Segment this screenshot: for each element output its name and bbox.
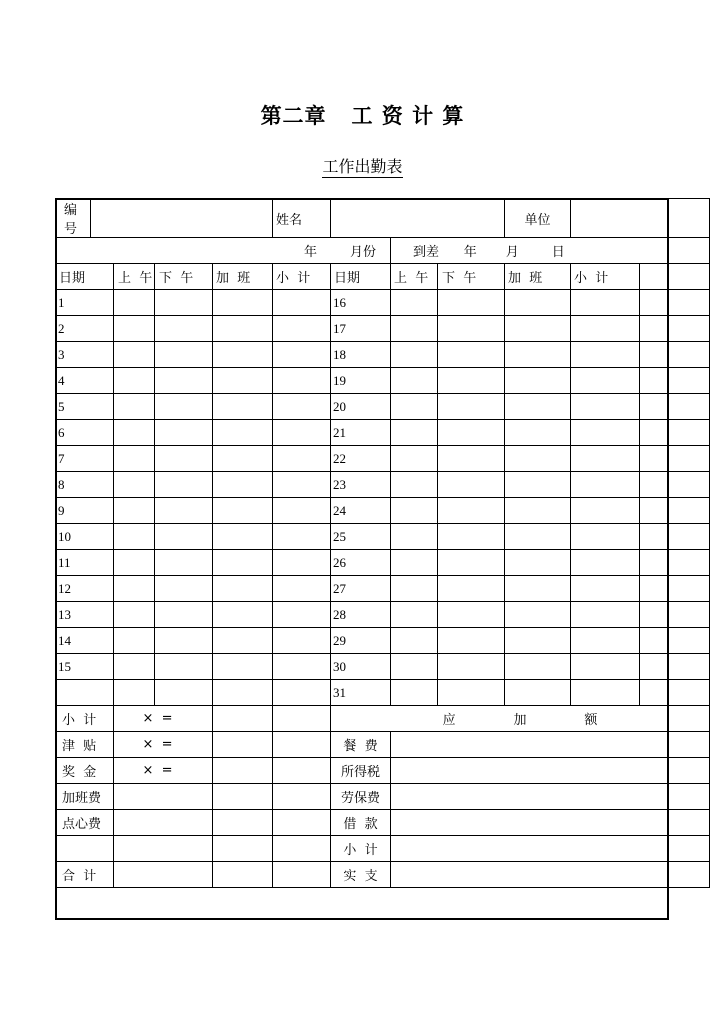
overtime-cell[interactable] <box>213 420 273 446</box>
day-number: 3 <box>56 342 114 368</box>
extra-cell[interactable] <box>640 654 710 680</box>
subtotal-cell[interactable] <box>273 472 331 498</box>
day-number: 18 <box>331 342 391 368</box>
deduction-label: 实 支 <box>331 862 391 888</box>
day-number: 27 <box>331 576 391 602</box>
pm-cell[interactable] <box>155 472 213 498</box>
col-overtime-2: 加 班 <box>505 264 571 290</box>
table-row <box>56 290 710 316</box>
extra-cell[interactable] <box>640 446 710 472</box>
summary-value-2[interactable] <box>273 784 331 810</box>
pm-cell[interactable] <box>438 368 505 394</box>
pm-cell[interactable] <box>438 550 505 576</box>
pm-cell[interactable] <box>438 342 505 368</box>
summary-row <box>56 758 710 784</box>
col-overtime: 加 班 <box>213 264 273 290</box>
table-row <box>56 316 710 342</box>
am-cell[interactable] <box>391 368 438 394</box>
deduction-label: 劳保费 <box>331 784 391 810</box>
col-blank-2 <box>640 264 710 290</box>
overtime-cell[interactable] <box>213 654 273 680</box>
day-number: 1 <box>56 290 114 316</box>
summary-row <box>56 810 710 836</box>
overtime-cell[interactable] <box>505 446 571 472</box>
col-date-2: 日期 <box>331 264 391 290</box>
deduction-label: 餐 费 <box>331 732 391 758</box>
pm-cell[interactable] <box>155 342 213 368</box>
am-cell[interactable] <box>391 394 438 420</box>
am-cell[interactable] <box>391 550 438 576</box>
pm-cell[interactable] <box>155 368 213 394</box>
unit-field[interactable] <box>571 199 710 238</box>
overtime-cell[interactable] <box>505 394 571 420</box>
day-number: 6 <box>56 420 114 446</box>
overtime-cell[interactable] <box>213 680 273 706</box>
col-pm: 下 午 <box>155 264 213 290</box>
summary-label: 点心费 <box>56 810 114 836</box>
day-number: 8 <box>56 472 114 498</box>
extra-cell[interactable] <box>640 316 710 342</box>
overtime-cell[interactable] <box>213 446 273 472</box>
table-row <box>56 368 710 394</box>
deduction-value[interactable] <box>391 862 710 888</box>
table-row <box>56 654 710 680</box>
overtime-cell[interactable] <box>505 576 571 602</box>
am-cell[interactable] <box>391 498 438 524</box>
subtotal-cell[interactable] <box>273 654 331 680</box>
am-cell[interactable] <box>114 446 155 472</box>
overtime-cell[interactable] <box>505 680 571 706</box>
day-number: 26 <box>331 550 391 576</box>
extra-cell[interactable] <box>640 342 710 368</box>
subtotal-cell[interactable] <box>571 290 640 316</box>
form-subtitle <box>0 154 725 177</box>
am-cell[interactable] <box>391 316 438 342</box>
subtotal-cell[interactable] <box>571 420 640 446</box>
col-am-2: 上 午 <box>391 264 438 290</box>
deduction-label: 借 款 <box>331 810 391 836</box>
day-number: 20 <box>331 394 391 420</box>
overtime-cell[interactable] <box>213 576 273 602</box>
deduction-value[interactable] <box>391 758 710 784</box>
am-cell[interactable] <box>114 524 155 550</box>
day-number: 24 <box>331 498 391 524</box>
subtotal-cell[interactable] <box>273 368 331 394</box>
overtime-cell[interactable] <box>505 654 571 680</box>
day-number: 15 <box>56 654 114 680</box>
pm-cell[interactable] <box>438 654 505 680</box>
extra-cell[interactable] <box>640 290 710 316</box>
am-cell[interactable] <box>114 576 155 602</box>
col-subtotal: 小 计 <box>273 264 331 290</box>
subtotal-cell[interactable] <box>571 602 640 628</box>
overtime-cell[interactable] <box>213 602 273 628</box>
summary-value[interactable] <box>213 758 273 784</box>
am-cell[interactable] <box>391 446 438 472</box>
am-cell[interactable] <box>114 628 155 654</box>
summary-formula[interactable] <box>114 836 213 862</box>
am-cell[interactable] <box>114 654 155 680</box>
summary-value-2[interactable] <box>273 810 331 836</box>
summary-label: 津 贴 <box>56 732 114 758</box>
pm-cell[interactable] <box>155 290 213 316</box>
deduction-value[interactable] <box>391 836 710 862</box>
summary-formula[interactable] <box>114 784 213 810</box>
payable-header: 应 加 额 <box>331 706 710 732</box>
overtime-cell[interactable] <box>505 524 571 550</box>
deduction-value[interactable] <box>391 784 710 810</box>
summary-value-2[interactable] <box>273 732 331 758</box>
pm-cell[interactable] <box>155 394 213 420</box>
am-cell[interactable] <box>114 602 155 628</box>
summary-value[interactable] <box>213 862 273 888</box>
pm-cell[interactable] <box>155 550 213 576</box>
page-title: 第二章 工 资 计 算 <box>260 104 465 128</box>
summary-formula[interactable]: × = <box>114 706 213 732</box>
overtime-cell[interactable] <box>213 394 273 420</box>
subtotal-cell[interactable] <box>571 576 640 602</box>
am-cell[interactable] <box>391 472 438 498</box>
table-row <box>56 394 710 420</box>
subtotal-cell[interactable] <box>273 446 331 472</box>
am-cell[interactable] <box>114 680 155 706</box>
overtime-cell[interactable] <box>505 498 571 524</box>
pm-cell[interactable] <box>438 628 505 654</box>
extra-cell[interactable] <box>640 524 710 550</box>
subtotal-cell[interactable] <box>571 472 640 498</box>
pm-cell[interactable] <box>438 680 505 706</box>
summary-value[interactable] <box>213 732 273 758</box>
day-number: 23 <box>331 472 391 498</box>
subtotal-cell[interactable] <box>273 628 331 654</box>
col-am: 上 午 <box>114 264 155 290</box>
extra-cell[interactable] <box>640 394 710 420</box>
am-cell[interactable] <box>391 680 438 706</box>
day-number: 7 <box>56 446 114 472</box>
pm-cell[interactable] <box>155 680 213 706</box>
am-cell[interactable] <box>114 420 155 446</box>
summary-value-2[interactable] <box>273 862 331 888</box>
overtime-cell[interactable] <box>213 628 273 654</box>
table-row <box>56 420 710 446</box>
table-row <box>56 472 710 498</box>
day-number: 25 <box>331 524 391 550</box>
day-number: 16 <box>331 290 391 316</box>
day-number: 13 <box>56 602 114 628</box>
day-number: 11 <box>56 550 114 576</box>
day-number: 31 <box>331 680 391 706</box>
am-cell[interactable] <box>114 368 155 394</box>
subtotal-cell[interactable] <box>273 576 331 602</box>
name-field[interactable] <box>331 199 505 238</box>
summary-formula[interactable] <box>114 810 213 836</box>
overtime-cell[interactable] <box>213 550 273 576</box>
form-subtitle-text: 工作出勤表 <box>322 157 403 176</box>
table-row <box>56 446 710 472</box>
deduction-label: 所得税 <box>331 758 391 784</box>
summary-label <box>56 836 114 862</box>
subtotal-cell[interactable] <box>273 342 331 368</box>
subtotal-cell[interactable] <box>273 498 331 524</box>
col-subtotal-2: 小 计 <box>571 264 640 290</box>
deduction-value[interactable] <box>391 732 710 758</box>
subtotal-cell[interactable] <box>273 420 331 446</box>
subtotal-cell[interactable] <box>571 446 640 472</box>
overtime-cell[interactable] <box>505 316 571 342</box>
summary-row <box>56 836 710 862</box>
subtotal-cell[interactable] <box>571 628 640 654</box>
col-pm-2: 下 午 <box>438 264 505 290</box>
table-row <box>56 342 710 368</box>
pm-cell[interactable] <box>155 576 213 602</box>
overtime-cell[interactable] <box>213 524 273 550</box>
day-number: 2 <box>56 316 114 342</box>
subtotal-cell[interactable] <box>571 368 640 394</box>
extra-cell[interactable] <box>640 576 710 602</box>
subtotal-cell[interactable] <box>571 550 640 576</box>
am-cell[interactable] <box>114 290 155 316</box>
extra-cell[interactable] <box>640 550 710 576</box>
day-number: 30 <box>331 654 391 680</box>
table-row <box>56 550 710 576</box>
pm-cell[interactable] <box>438 316 505 342</box>
table-row <box>56 576 710 602</box>
am-cell[interactable] <box>114 472 155 498</box>
summary-label: 加班费 <box>56 784 114 810</box>
unit-label: 单位 <box>505 199 571 238</box>
overtime-cell[interactable] <box>505 290 571 316</box>
pm-cell[interactable] <box>438 602 505 628</box>
overtime-cell[interactable] <box>213 368 273 394</box>
summary-formula[interactable]: × = <box>114 732 213 758</box>
pm-cell[interactable] <box>438 446 505 472</box>
day-number: 19 <box>331 368 391 394</box>
am-cell[interactable] <box>114 316 155 342</box>
pm-cell[interactable] <box>155 446 213 472</box>
pm-cell[interactable] <box>155 602 213 628</box>
id-label: 编 号 <box>56 199 91 238</box>
pm-cell[interactable] <box>438 498 505 524</box>
day-number: 28 <box>331 602 391 628</box>
id-field[interactable] <box>91 199 273 238</box>
day-number: 17 <box>331 316 391 342</box>
pm-cell[interactable] <box>438 576 505 602</box>
summary-value[interactable] <box>213 706 273 732</box>
subtotal-cell[interactable] <box>273 524 331 550</box>
extra-cell[interactable] <box>640 498 710 524</box>
overtime-cell[interactable] <box>213 498 273 524</box>
subtotal-cell[interactable] <box>273 290 331 316</box>
summary-label: 小 计 <box>56 706 114 732</box>
am-cell[interactable] <box>114 498 155 524</box>
month-line[interactable]: 年 月份 <box>56 238 391 264</box>
overtime-cell[interactable] <box>213 342 273 368</box>
summary-label: 奖 金 <box>56 758 114 784</box>
summary-row <box>56 784 710 810</box>
pm-cell[interactable] <box>438 394 505 420</box>
summary-label: 合 计 <box>56 862 114 888</box>
subtotal-cell[interactable] <box>273 316 331 342</box>
am-cell[interactable] <box>114 550 155 576</box>
subtotal-cell[interactable] <box>571 342 640 368</box>
extra-cell[interactable] <box>640 628 710 654</box>
subtotal-cell[interactable] <box>273 550 331 576</box>
period-row <box>56 238 710 264</box>
pm-cell[interactable] <box>438 524 505 550</box>
pm-cell[interactable] <box>438 290 505 316</box>
subtotal-cell[interactable] <box>571 654 640 680</box>
am-cell[interactable] <box>391 576 438 602</box>
pm-cell[interactable] <box>155 316 213 342</box>
day-number <box>56 680 114 706</box>
overtime-cell[interactable] <box>505 602 571 628</box>
attendance-table <box>55 198 710 888</box>
am-cell[interactable] <box>391 420 438 446</box>
day-number: 12 <box>56 576 114 602</box>
summary-value-2[interactable] <box>273 836 331 862</box>
summary-value[interactable] <box>213 836 273 862</box>
day-number: 21 <box>331 420 391 446</box>
day-number: 29 <box>331 628 391 654</box>
extra-cell[interactable] <box>640 602 710 628</box>
deduction-label: 小 计 <box>331 836 391 862</box>
table-row <box>56 602 710 628</box>
am-cell[interactable] <box>391 654 438 680</box>
subtotal-cell[interactable] <box>571 498 640 524</box>
day-number: 9 <box>56 498 114 524</box>
am-cell[interactable] <box>391 602 438 628</box>
summary-value[interactable] <box>213 784 273 810</box>
day-number: 22 <box>331 446 391 472</box>
overtime-cell[interactable] <box>505 628 571 654</box>
pm-cell[interactable] <box>155 628 213 654</box>
day-number: 5 <box>56 394 114 420</box>
am-cell[interactable] <box>391 628 438 654</box>
table-row <box>56 498 710 524</box>
summary-row <box>56 706 710 732</box>
header-row <box>56 199 710 238</box>
summary-formula[interactable] <box>114 862 213 888</box>
summary-value[interactable] <box>213 810 273 836</box>
table-row <box>56 680 710 706</box>
day-number: 10 <box>56 524 114 550</box>
summary-row <box>56 862 710 888</box>
subtotal-cell[interactable] <box>273 394 331 420</box>
day-number: 4 <box>56 368 114 394</box>
extra-cell[interactable] <box>640 680 710 706</box>
overtime-cell[interactable] <box>213 290 273 316</box>
subtotal-cell[interactable] <box>571 680 640 706</box>
summary-rows <box>56 706 710 888</box>
overtime-cell[interactable] <box>505 420 571 446</box>
overtime-cell[interactable] <box>213 472 273 498</box>
summary-value-2[interactable] <box>273 706 331 732</box>
summary-formula[interactable]: × = <box>114 758 213 784</box>
pm-cell[interactable] <box>438 420 505 446</box>
name-label: 姓名 <box>273 199 331 238</box>
arrival-line[interactable]: 到差 年 月 日 <box>391 238 710 264</box>
table-row <box>56 524 710 550</box>
subtotal-cell[interactable] <box>571 524 640 550</box>
am-cell[interactable] <box>391 524 438 550</box>
column-header-row <box>56 264 710 290</box>
extra-cell[interactable] <box>640 368 710 394</box>
summary-value-2[interactable] <box>273 758 331 784</box>
extra-cell[interactable] <box>640 420 710 446</box>
pm-cell[interactable] <box>438 472 505 498</box>
overtime-cell[interactable] <box>505 472 571 498</box>
subtotal-cell[interactable] <box>273 602 331 628</box>
deduction-value[interactable] <box>391 810 710 836</box>
summary-row <box>56 732 710 758</box>
subtotal-cell[interactable] <box>571 316 640 342</box>
overtime-cell[interactable] <box>213 316 273 342</box>
overtime-cell[interactable] <box>505 550 571 576</box>
am-cell[interactable] <box>114 342 155 368</box>
table-row <box>56 628 710 654</box>
am-cell[interactable] <box>391 342 438 368</box>
day-rows <box>56 290 710 706</box>
overtime-cell[interactable] <box>505 342 571 368</box>
pm-cell[interactable] <box>155 498 213 524</box>
col-date: 日期 <box>56 264 114 290</box>
pm-cell[interactable] <box>155 524 213 550</box>
pm-cell[interactable] <box>155 654 213 680</box>
subtotal-cell[interactable] <box>273 680 331 706</box>
subtotal-cell[interactable] <box>571 394 640 420</box>
am-cell[interactable] <box>391 290 438 316</box>
pm-cell[interactable] <box>155 420 213 446</box>
day-number: 14 <box>56 628 114 654</box>
am-cell[interactable] <box>114 394 155 420</box>
overtime-cell[interactable] <box>505 368 571 394</box>
extra-cell[interactable] <box>640 472 710 498</box>
